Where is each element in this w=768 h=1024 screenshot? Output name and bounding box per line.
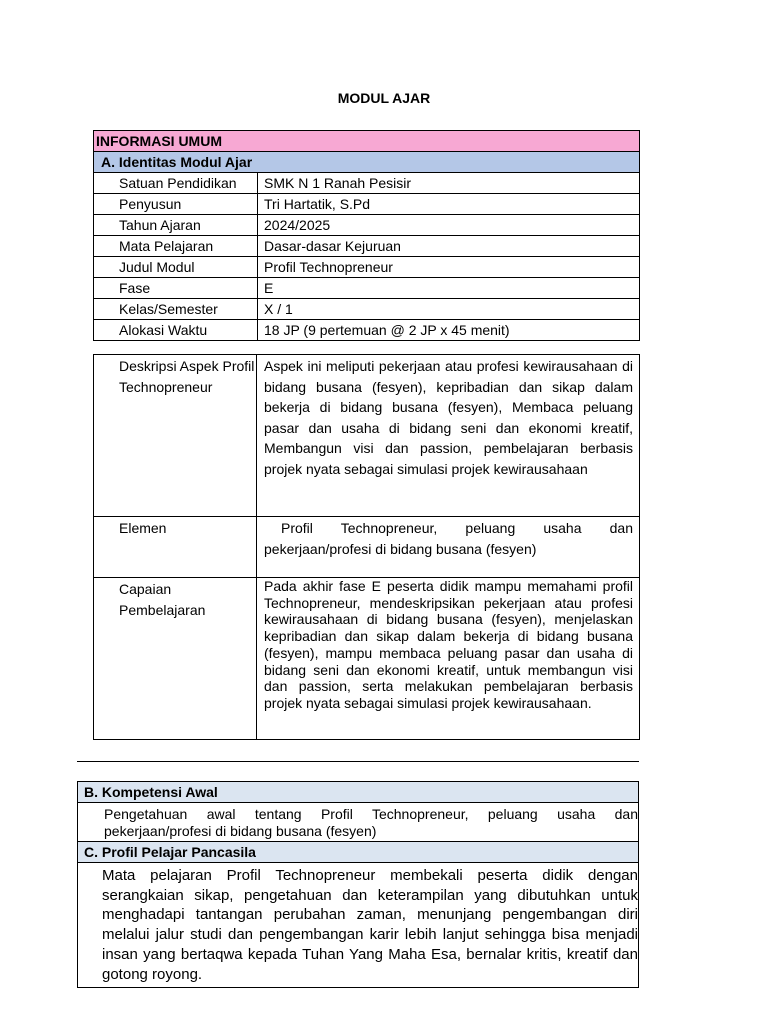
row-value: 2024/2025 [258, 215, 640, 236]
row-value: Profil Technopreneur, peluang usaha dan pekerjaan/profesi di bidang busana (fesyen) [257, 517, 640, 578]
section-c-heading: C. Profil Pelajar Pancasila [78, 842, 639, 863]
row-value: SMK N 1 Ranah Pesisir [258, 173, 640, 194]
table-row [94, 173, 640, 194]
row-label: Penyusun [94, 194, 258, 215]
document-title: MODUL AJAR [337, 90, 431, 106]
row-label: Fase [94, 278, 258, 299]
deskripsi-table [93, 354, 640, 740]
row-label: Elemen [94, 517, 257, 578]
row-value: Pada akhir fase E peserta didik mampu memahami profil Technopreneur, mendeskripsikan pekerjaan atau profesi kewirausahaan di bidang busana (fesyen), menjelaskan kepribadian dan sikap dalam bekerja di bidang busana (fesyen), mampu membaca peluang pasar dan usaha di bidang seni dan ekonomi kreatif, untuk membangun visi dan passion, serta melakukan pembelajaran berbasis projek nyata sebagai simulasi projek kewirausahaan. [257, 578, 640, 740]
table-row [94, 517, 640, 578]
row-value: Tri Hartatik, S.Pd [258, 194, 640, 215]
identitas-table [93, 130, 640, 341]
kompetensi-awal-text: Pengetahuan awal tentang Profil Technopreneur, peluang usaha dan pekerjaan/profesi di bidang busana (fesyen) [78, 803, 639, 842]
row-label: Satuan Pendidikan [94, 173, 258, 194]
row-label: Tahun Ajaran [94, 215, 258, 236]
section-b-heading: B. Kompetensi Awal [78, 782, 639, 803]
informasi-umum-header: INFORMASI UMUM [94, 131, 640, 152]
kompetensi-table [77, 781, 639, 988]
profil-pancasila-text: Mata pelajaran Profil Technopreneur membekali peserta didik dengan serangkaian sikap, pengetahuan dan keterampilan yang dibutuhkan untuk menghadapi tantangan perubahan zaman, menunjang pengembangan diri melalui jalur studi dan pengembangan karir lebih lanjut sehingga bisa menjadi insan yang bertaqwa kepada Tuhan Yang Maha Esa, bernalar kritis, kreatif dan gotong royong. [78, 863, 639, 988]
table-row [94, 236, 640, 257]
table-row [94, 194, 640, 215]
horizontal-divider [77, 761, 639, 762]
table-row [94, 320, 640, 341]
table-row [94, 355, 640, 517]
table-row [94, 578, 640, 740]
row-label: Deskripsi Aspek Profil Technopreneur [94, 355, 257, 517]
row-value: E [258, 278, 640, 299]
row-label: Judul Modul [94, 257, 258, 278]
row-label: Capaian Pembelajaran [94, 578, 257, 740]
row-label: Mata Pelajaran [94, 236, 258, 257]
table-row [94, 215, 640, 236]
row-value: Dasar-dasar Kejuruan [258, 236, 640, 257]
row-label: Kelas/Semester [94, 299, 258, 320]
table-row [94, 299, 640, 320]
row-value: Profil Technopreneur [258, 257, 640, 278]
table-row [94, 278, 640, 299]
row-value: 18 JP (9 pertemuan @ 2 JP x 45 menit) [258, 320, 640, 341]
table-row [94, 257, 640, 278]
row-value: X / 1 [258, 299, 640, 320]
row-label: Alokasi Waktu [94, 320, 258, 341]
row-value: Aspek ini meliputi pekerjaan atau profesi kewirausahaan di bidang busana (fesyen), kepribadian dan sikap dalam bekerja di bidang busana (fesyen), Membaca peluang pasar dan usaha di bidang seni dan ekonomi kreatif, Membangun visi dan passion, pembelajaran berbasis projek nyata sebagai simulasi projek kewirausahaan [257, 355, 640, 517]
section-a-heading: A. Identitas Modul Ajar [94, 152, 640, 173]
